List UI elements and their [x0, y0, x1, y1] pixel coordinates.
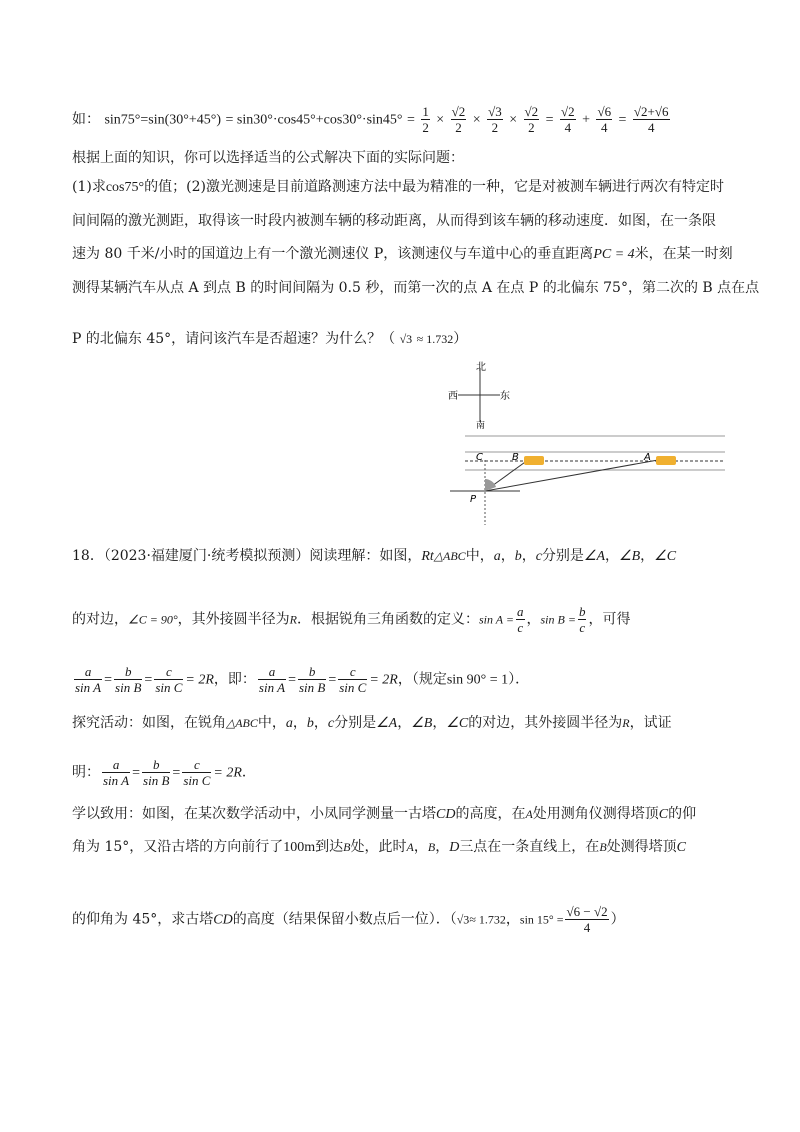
p17-intro: 根据上面的知识，你可以选择适当的公式解决下面的实际问题：	[72, 150, 464, 166]
compass-east: 东	[500, 391, 510, 402]
cos75: cos75°	[105, 180, 145, 195]
p17-line2: 间间隔的激光测距，取得该一时段内被测车辆的移动距离，从而得到该车辆的移动速度．如图，在一条限	[72, 213, 716, 229]
frac-r2-2: $\frac{√2}{2}$	[451, 104, 466, 135]
sqrt3: √3	[399, 332, 413, 346]
p18-line3: $\frac{a}{\text{sin A}}$ = $\frac{b}{\text{sin B}}$ = $\frac{c}{\text{sin C}}$ = 2R，即： $\frac{a}{\text{sin A}}$ = $\frac{b}{\text{sin B}}$ = $\frac{c}{\text{sin C}}$ = 2R，（规定sin 90° = 1）．	[75, 664, 530, 695]
p17-line4: 测得某辆汽车从点 A 到点 B 的时间间隔为 0.5 秒，而第一次的点 A 在点 P 的北偏东 75°，第二次的 B 点在点	[72, 280, 760, 296]
label-a: A	[644, 452, 651, 463]
example-line: 如： sin75°=sin(30°+45°) = sin30°·cos45°+cos30°·sin45° = $\frac{1}{2}$ × $\frac{√2}{2}$ × $\frac{√3}{2}$ × $\frac{√2}{2}$ = $\frac{√2}{4}$ + $\frac{√6}{4}$ = $\frac{√2+√6}{4}$	[72, 104, 669, 135]
frac-r6-4: $\frac{√6}{4}$	[597, 104, 612, 135]
p18-line6: 学以致用：如图，在某次数学活动中，小凤同学测量一古塔CD的高度，在A处用测角仪测得塔顶C的仰	[72, 806, 697, 822]
p17-line1: (1)求cos75°的值；(2)激光测速是目前道路测速方法中最为精准的一种，它是对被测车辆进行两次有特定时	[72, 179, 724, 195]
example-expr1: sin75°=sin(30°+45°)	[104, 112, 222, 128]
speed-camera-figure	[440, 360, 730, 530]
label-c: C	[476, 452, 483, 463]
frac-sin15: $\frac{√6 - √2}{4}$	[566, 904, 608, 935]
example-expr2: = sin30°·cos45°+cos30°·sin45°	[225, 112, 403, 128]
p18-line7: 角为 15°，又沿古塔的方向前行了100m到达B处，此时A，B，D三点在一条直线上，在B处测得塔顶C	[72, 839, 686, 855]
car-a-icon	[656, 456, 676, 465]
line-pa	[485, 460, 658, 491]
p18-line8: 的仰角为 45°，求古塔CD的高度（结果保留小数点后一位）．（√3≈ 1.732，sin 15° = $\frac{√6 - √2}{4}$ ）	[72, 904, 625, 935]
p18-line1: 18．（2023·福建厦门·统考模拟预测）阅读理解：如图，Rt△ABC中，a，b，c分别是∠A，∠B，∠C	[72, 548, 677, 564]
compass-north: 北	[476, 362, 486, 373]
p17-line3: 速为 80 千米/小时的国道边上有一个激光测速仪 P，该测速仪与车道中心的垂直距离PC = 4米，在某一时刻	[72, 246, 733, 262]
p18-line5: 明： $\frac{a}{\text{sin A}}$ = $\frac{b}{\text{sin B}}$ = $\frac{c}{\text{sin C}}$ = 2R．	[72, 757, 256, 788]
p18-line2: 的对边，∠C = 90°，其外接圆半径为R．根据锐角三角函数的定义：sin A = $\frac{a}{c}$ ，sin B = $\frac{b}{c}$ ，可得	[72, 604, 631, 635]
compass-south: 南	[476, 421, 486, 431]
frac-half: $\frac{1}{2}$	[422, 104, 429, 135]
frac-r3-2: $\frac{√3}{2}$	[488, 104, 502, 135]
example-prefix: 如：	[72, 111, 100, 128]
p18-line4: 探究活动：如图，在锐角△ABC中，a，b，c分别是∠A，∠B，∠C的对边，其外接圆半径为R，试证	[72, 715, 672, 731]
car-b-icon	[524, 456, 544, 465]
frac-final: $\frac{√2+√6}{4}$	[633, 104, 669, 135]
frac-r2-4: $\frac{√2}{4}$	[561, 104, 575, 135]
frac-r2-2b: $\frac{√2}{2}$	[524, 104, 539, 135]
label-p: P	[470, 494, 477, 505]
compass-west: 西	[448, 391, 458, 402]
pc-distance: PC = 4	[593, 247, 635, 262]
p17-line5: P 的北偏东 45°，请问该汽车是否超速？为什么？（ √3 ≈ 1.732）	[72, 331, 468, 347]
label-b: B	[512, 452, 519, 463]
